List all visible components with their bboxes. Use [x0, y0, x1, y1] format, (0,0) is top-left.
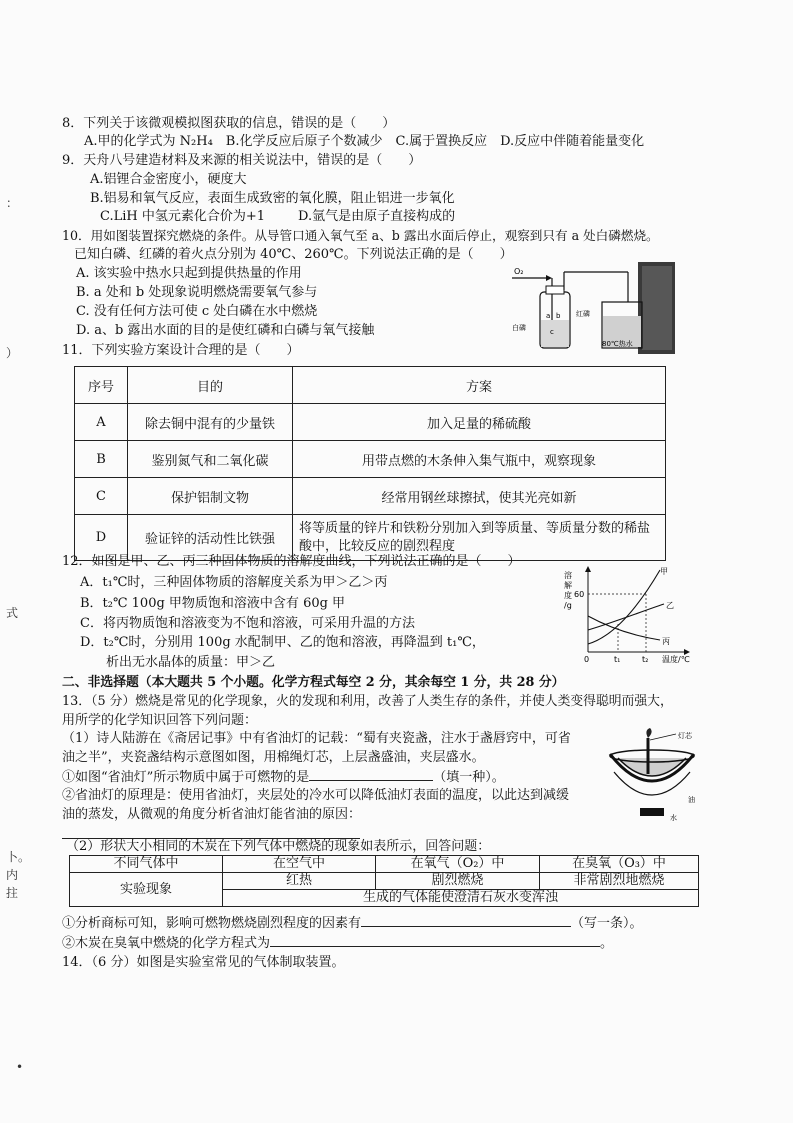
table-cell: 实验现象: [70, 873, 223, 907]
q12-option-c: C．将丙物质饱和溶液变为不饱和溶液，可采用升温的方法: [80, 616, 415, 631]
q11-stem: 11．下列实验方案设计合理的是（ ）: [62, 343, 300, 358]
q9-option-b: B.铝易和氧气反应，表面生成致密的氧化膜，阻止铝进一步氧化: [90, 191, 455, 206]
table-header-row: [75, 367, 666, 404]
table-cell: 用带点燃的木条伸入集气瓶中，观察现象: [293, 441, 666, 478]
q10-stem-1: 10．用如图装置探究燃烧的条件。从导管口通入氧气至 a、b 露出水面后停止，观察到只有 a 处白磷燃烧。: [62, 228, 659, 243]
x-axis-label: 温度/℃: [662, 655, 690, 664]
origin-label: 0: [584, 655, 590, 664]
x-tick-t2: t₂: [642, 655, 649, 664]
oil-lamp-figure: [604, 728, 700, 824]
y-axis-label-1: 溶: [564, 571, 572, 580]
answer-blank-q13-1a[interactable]: [309, 768, 433, 781]
q13-q2b: [62, 934, 613, 952]
table-row: [75, 478, 666, 515]
combustion-apparatus-figure: [510, 262, 675, 354]
margin-mark: ）: [6, 346, 19, 360]
q13-q2a-prefix: ①分析商标可知，影响可燃物燃烧剧烈程度的因素有: [62, 916, 362, 931]
q10-option-b: B. a 处和 b 处现象说明燃烧需要氧气参与: [76, 285, 318, 300]
table-header: 不同气体中: [70, 856, 223, 873]
label-c: c: [550, 328, 554, 336]
o2-label: O₂: [514, 267, 524, 276]
wick-label: 灯芯: [678, 732, 692, 740]
q12-option-b: B．t₂℃ 100g 甲物质饱和溶液中含有 60g 甲: [80, 596, 346, 611]
q13-part1-line1: （1）诗人陆游在《斋居记事》中有省油灯的记载：“蜀有夹瓷盏，注水于盏唇窍中，可省: [62, 731, 571, 746]
red-phosphorus-label: 红磷: [576, 310, 590, 318]
table-header: 目的: [128, 367, 293, 404]
q12-option-d-cont: 析出无水晶体的质量：甲＞乙: [106, 655, 276, 670]
q13-q1a-suffix: （填一种）。: [433, 770, 505, 785]
table-header: 在空气中: [223, 856, 376, 873]
q13-q1a-prefix: ①如图“省油灯”所示物质中属于可燃物的是: [62, 770, 310, 785]
q13-q1b-line1: ②省油灯的原理是：使用省油灯，夹层处的冷水可以降低油灯表面的温度，以此达到减缓: [62, 788, 570, 803]
q14-stem: 14．（6 分）如图是实验室常见的气体制取装置。: [62, 955, 345, 970]
q13-table: [69, 855, 699, 907]
answer-blank-q13-2b[interactable]: [270, 934, 600, 947]
water-label: 水: [670, 814, 677, 822]
q9-option-a: A.铝锂合金密度小，硬度大: [90, 172, 247, 187]
table-cell: 验证锌的活动性比铁强: [128, 515, 293, 561]
q13-q2a-suffix: （写一条）。: [571, 916, 643, 931]
answer-blank-q13-2a[interactable]: [361, 914, 571, 927]
margin-mark: 拄: [6, 886, 19, 900]
q12-stem: 12．如图是甲、乙、丙三种固体物质的溶解度曲线，下列说法正确的是（ ）: [62, 554, 521, 569]
y-axis-label-3: 度: [564, 591, 572, 600]
q12-option-d: D．t₂℃时，分别用 100g 水配制甲、乙的饱和溶液，再降温到 t₁℃，: [80, 635, 485, 650]
q9-option-c: C.LiH 中氢元素化合价为+1: [100, 209, 266, 224]
q11-table: [74, 366, 666, 561]
q9-stem: 9．天舟八号建造材料及来源的相关说法中，错误的是（ ）: [62, 153, 422, 168]
table-cell: 非常剧烈地燃烧: [540, 873, 699, 890]
q13-q1a: [62, 768, 505, 786]
y-axis-label-2: 解: [564, 581, 572, 590]
table-cell: 经常用钢丝球擦拭，使其光亮如新: [293, 478, 666, 515]
table-cell: 剧烈燃烧: [376, 873, 540, 890]
q13-part1-line2: 油之半”，夹瓷盏结构示意图如图，用棉绳灯芯，上层盏盛油，夹层盛水。: [62, 750, 485, 765]
series-label-yi: 乙: [666, 601, 674, 610]
table-cell: C: [75, 478, 128, 515]
table-cell: 加入足量的稀硫酸: [293, 404, 666, 441]
margin-mark: 内: [6, 868, 19, 882]
label-a: a: [546, 312, 551, 320]
table-row: [70, 873, 699, 890]
margin-mark: 式: [6, 606, 19, 620]
q10-stem-2: 已知白磷、红磷的着火点分别为 40℃、260℃。下列说法正确的是（ ）: [74, 247, 513, 262]
table-header: 在臭氧（O₃）中: [540, 856, 699, 873]
x-tick-t1: t₁: [614, 655, 621, 664]
table-header: 序号: [75, 367, 128, 404]
table-cell: 除去铜中混有的少量铁: [128, 404, 293, 441]
table-header-row: [70, 856, 699, 873]
table-cell: 生成的气体能使澄清石灰水变浑浊: [223, 890, 699, 907]
y-tick-60: 60: [574, 590, 585, 599]
margin-mark: ：: [6, 196, 19, 210]
q12-option-a: A．t₁℃时，三种固体物质的溶解度关系为甲＞乙＞丙: [80, 575, 388, 590]
margin-mark: •: [16, 1060, 24, 1074]
series-label-jia: 甲: [660, 567, 668, 576]
solubility-chart: [560, 564, 700, 668]
y-axis-label-4: /g: [564, 601, 572, 610]
q13-q2b-prefix: ②木炭在臭氧中燃烧的化学方程式为: [62, 936, 271, 951]
q9-option-d: D.氩气是由原子直接构成的: [298, 209, 456, 224]
q13-part2-stem: （2）形状大小相同的木炭在下列气体中燃烧的现象如表所示，回答问题：: [66, 839, 491, 854]
q13-intro-2: 用所学的化学知识回答下列问题：: [62, 713, 258, 728]
table-cell: D: [75, 515, 128, 561]
table-row: [75, 441, 666, 478]
table-cell: 鉴别氮气和二氧化碳: [128, 441, 293, 478]
q13-q2b-suffix: 。: [600, 936, 614, 951]
q13-intro-1: 13．（5 分）燃烧是常见的化学现象，火的发现和利用，改善了人类生存的条件，并使人类变得聪明而强大，: [62, 694, 673, 709]
table-header: 方案: [293, 367, 666, 404]
q8-options: A.甲的化学式为 N₂H₄ B.化学反应后原子个数减少 C.属于置换反应 D.反应中伴随着能量变化: [84, 134, 645, 149]
q13-q2a: [62, 914, 643, 932]
table-header: 在氧气（O₂）中: [376, 856, 540, 873]
table-cell: 保护铝制文物: [128, 478, 293, 515]
section-two-heading: 二、非选择题（本大题共 5 个小题。化学方程式每空 2 分，其余每空 1 分，共 28 分）: [62, 675, 565, 690]
white-phosphorus-label: 白磷: [512, 324, 526, 332]
margin-mark: 卜。: [6, 850, 31, 864]
table-cell: B: [75, 441, 128, 478]
q10-option-a: A. 该实验中热水只起到提供热量的作用: [76, 266, 302, 281]
table-cell: 将等质量的锌片和铁粉分别加入到等质量、等质量分数的稀盐酸中，比较反应的剧烈程度: [293, 515, 666, 561]
curve-jia: [588, 570, 660, 644]
label-b: b: [556, 312, 561, 320]
q8-stem: 8．下列关于该微观模拟图获取的信息，错误的是（ ）: [62, 116, 396, 131]
table-row: [75, 404, 666, 441]
table-cell: A: [75, 404, 128, 441]
q10-option-d: D. a、b 露出水面的目的是使红磷和白磷与氧气接触: [76, 323, 375, 338]
q13-q1b-line2: 油的蒸发，从微观的角度分析省油灯能省油的原因：: [62, 807, 362, 822]
table-cell: 红热: [223, 873, 376, 890]
oil-label: 油: [688, 796, 695, 804]
hot-water-label: 80℃热水: [602, 340, 633, 348]
curve-yi: [588, 604, 664, 630]
series-label-bing: 丙: [662, 637, 670, 646]
q10-option-c: C. 没有任何方法可使 c 处白磷在水中燃烧: [76, 304, 318, 319]
